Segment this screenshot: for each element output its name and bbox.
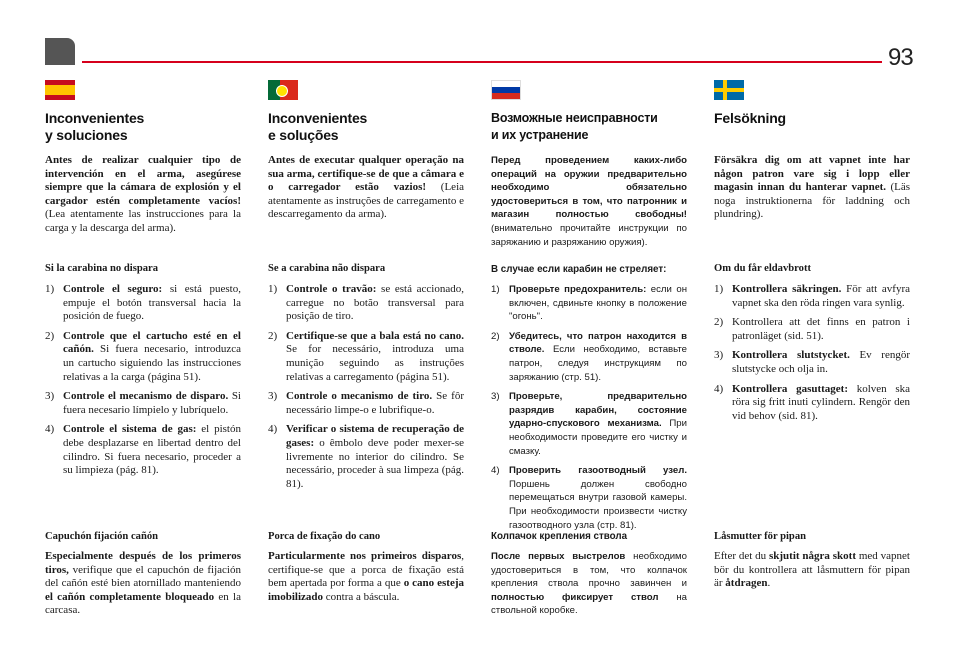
list-item xyxy=(268,390,464,417)
list-item xyxy=(714,349,910,376)
title-line: и их устранение xyxy=(491,128,589,142)
subheading-no-fire: В случае если карабин не стреляет: xyxy=(491,264,667,275)
item-number: 1) xyxy=(491,284,500,295)
intro-paragraph: Antes de realizar cualquier tipo de intervención en el arma, asegúrese siempre que la cámara de explosión y el cargador estén completamente vacíos! (Lea atentamente las instrucciones para la carga y la descarga del arma). xyxy=(45,154,241,234)
paragraph-run: необходимо удостовериться в том, что колпачок крепления ствола прочно завинчен и xyxy=(491,551,687,590)
page-number: 93 xyxy=(888,44,913,71)
item-number: 3) xyxy=(491,391,500,403)
list-item xyxy=(491,464,687,532)
spain-flag-icon xyxy=(45,80,75,100)
list-item xyxy=(268,423,464,491)
title-line: Inconvenientes xyxy=(45,110,145,126)
troubleshoot-list xyxy=(268,283,464,497)
subheading-no-fire: Si la carabina no dispara xyxy=(45,263,159,274)
item-bold-text: Проверьте, предварительно разрядив карабин, состояние ударно-спускового механизма. xyxy=(509,391,687,430)
column-portuguese xyxy=(268,80,464,222)
item-bold-text: Kontrollera säkringen. xyxy=(732,283,842,295)
item-text: При необходимости проведите его чистку и смазку. xyxy=(509,418,687,457)
list-item xyxy=(714,316,910,343)
subheading-barrel-cap: Колпачок крепления ствола xyxy=(491,531,628,542)
barrel-cap-paragraph xyxy=(45,550,241,618)
paragraph-run: verifique que el capuchón de fijación del cañón esté bien atornillado manteniendo xyxy=(45,563,241,590)
paragraph-run: Efter det du xyxy=(714,550,769,562)
item-bold-text: Проверить газоотводный узел. xyxy=(509,465,687,477)
list-item xyxy=(491,283,687,324)
item-text: Ev rengör slutstycke och olja in. xyxy=(732,349,910,375)
paragraph-run: skjutit några skott xyxy=(769,550,857,562)
item-text: Si fuera necesario límpielo y lubríquelo. xyxy=(63,390,241,416)
subheading-no-fire: Se a carabina não dispara xyxy=(268,263,386,274)
item-bold-text: Controle el sistema de gas: xyxy=(63,423,197,436)
item-number: 3) xyxy=(268,390,278,403)
section-title xyxy=(714,110,910,146)
item-text: Se for necessário, introduza uma munição seguindo as instruções relativas a carregamento (página 51). xyxy=(286,343,464,383)
troubleshoot-list xyxy=(714,283,910,429)
russia-flag-icon xyxy=(491,80,521,100)
paragraph-run: åtdragen xyxy=(725,577,768,590)
list-item xyxy=(45,330,241,384)
paragraph-run: Particularmente nos primeiros disparos xyxy=(268,550,462,562)
list-item xyxy=(268,330,464,384)
column-spanish xyxy=(45,80,241,236)
item-bold-text: Убедитесь, что патрон находится в стволе. xyxy=(509,330,687,356)
item-number: 3) xyxy=(714,349,724,362)
intro-paragraph: Перед проведением каких-либо операций на оружии предварительно необходимо обязательно удостовериться в том, что патронник и магазин полностью свободны! (внимательно прочитайте инструкции по заряжанию и разряжанию оружия). xyxy=(491,155,687,248)
list-item xyxy=(45,390,241,417)
item-number: 4) xyxy=(45,423,55,436)
subheading-barrel-cap: Låsmutter för pipan xyxy=(714,531,807,542)
header-block xyxy=(45,38,75,65)
item-text: Если необходимо, вставьте патрон, следуя инструкциям по заряжанию (стр. 51). xyxy=(509,344,687,383)
list-item xyxy=(491,390,687,458)
item-bold-text: Controle o travão: xyxy=(286,283,377,295)
list-item xyxy=(491,330,687,384)
paragraph-run: Especialmente después de los primeros tiros, xyxy=(45,550,241,576)
paragraph-run: , certifique-se que a porca de fixação está bem apertada por forma a que xyxy=(268,550,464,590)
item-bold-text: Kontrollera gasuttaget: xyxy=(732,382,849,395)
column-russian xyxy=(491,80,687,249)
header-rule xyxy=(82,61,882,63)
list-item xyxy=(714,283,910,310)
item-bold-text: Kontrollera slutstycket. xyxy=(732,349,850,362)
item-bold-text: Controle el seguro: xyxy=(63,283,163,295)
barrel-cap-paragraph xyxy=(491,550,687,618)
item-bold-text: Certifique-se que a bala está no cano. xyxy=(286,329,464,342)
item-text: För att avfyra vapnet ska den röda ringen vara synlig. xyxy=(732,283,910,309)
troubleshoot-list xyxy=(45,283,241,484)
item-bold-text: Проверьте предохранитель: xyxy=(509,284,647,295)
item-number: 4) xyxy=(714,382,724,395)
section-title xyxy=(268,110,464,146)
paragraph-run: o cano esteja imobilizado xyxy=(268,577,464,603)
paragraph-run: en la carcasa. xyxy=(45,590,241,617)
item-number: 4) xyxy=(491,465,500,477)
item-number: 4) xyxy=(268,423,278,436)
list-item xyxy=(45,283,241,324)
portugal-flag-icon xyxy=(268,80,298,100)
title-line: Felsökning xyxy=(714,110,786,126)
subheading-barrel-cap: Capuchón fijación cañón xyxy=(45,531,159,542)
paragraph-run: полностью фиксирует ствол xyxy=(491,591,659,603)
paragraph-run: el cañón completamente bloqueado xyxy=(45,590,215,603)
barrel-cap-paragraph xyxy=(268,550,464,604)
item-bold-text: Verificar o sistema de recuperação de gases: xyxy=(286,423,464,449)
item-text: Поршень должен свободно перемещаться внутри газовой камеры. При необходимости произвести чистку газоотводного узла (стр. 81). xyxy=(509,478,687,531)
intro-paragraph: Försäkra dig om att vapnet inte har någon patron vare sig i lopp eller magasin innan du hanterar vapnet. (Läs noga instruktionerna för laddning och plundring). xyxy=(714,154,911,221)
paragraph-run: contra a báscula. xyxy=(323,590,400,603)
paragraph-run: . xyxy=(767,577,771,590)
item-number: 2) xyxy=(268,329,278,342)
intro-paragraph: Antes de executar qualquer operação na sua arma, certifique-se de que a câmara e o carregador estão vazios! (Leia atentamente as instruções de carregamento e descarregamento da arma). xyxy=(268,154,465,221)
item-number: 2) xyxy=(714,316,724,329)
item-number: 1) xyxy=(268,283,278,295)
paragraph-run: После первых выстрелов xyxy=(491,551,626,562)
item-text: если он включен, сдвиньте кнопку в положение "огонь". xyxy=(509,284,688,323)
item-number: 2) xyxy=(45,329,55,342)
sweden-flag-icon xyxy=(714,80,744,100)
item-text: Kontrollera att det finns en patron i patronläget (sid. 51). xyxy=(732,316,910,342)
title-line: Inconvenientes xyxy=(268,110,368,126)
subheading-no-fire: Om du får eldavbrott xyxy=(714,263,812,274)
column-swedish xyxy=(714,80,910,222)
title-line: Возможные неисправности xyxy=(491,111,658,125)
barrel-cap-paragraph xyxy=(714,550,910,591)
subheading-barrel-cap: Porca de fixação do cano xyxy=(268,531,381,542)
item-number: 1) xyxy=(45,283,55,295)
item-bold-text: Controle que el cartucho esté en el cañón. xyxy=(63,329,241,356)
item-text: Se fôr necessário limpe-o e lubrifique-o. xyxy=(286,390,465,416)
title-line: e soluções xyxy=(268,127,339,143)
item-number: 1) xyxy=(714,283,724,295)
title-line: y soluciones xyxy=(45,127,128,143)
item-text: se está accionado, carregue no botão transversal para posição de tiro. xyxy=(286,283,464,323)
item-text: o êmbolo deve poder mexer-se livremente no interior do cilindro. Se necessário, proceder à sua limpeza (pág. 81). xyxy=(286,436,464,490)
item-text: si está puesto, empuje el botón transversal hacia la posición de fuego. xyxy=(63,283,241,323)
paragraph-run: на ствольной коробке. xyxy=(491,591,687,617)
item-number: 3) xyxy=(45,390,55,403)
item-bold-text: Controle el mecanismo de disparo. xyxy=(63,390,229,403)
section-title xyxy=(491,110,687,146)
item-text: el pistón debe desplazarse en libertad dentro del cilindro. Si fuera necesario, proceder a su limpieza (pág. 81). xyxy=(63,423,241,477)
item-bold-text: Controle o mecanismo de tiro. xyxy=(286,390,433,403)
list-item xyxy=(714,383,910,424)
item-text: Si fuera necesario, introduzca un cartucho siguiendo las instrucciones relativas a la carga (página 51). xyxy=(63,343,241,383)
paragraph-run: med vapnet bör du kontrollera att låsmuttern för pipan är xyxy=(714,550,910,590)
section-title xyxy=(45,110,241,146)
troubleshoot-list xyxy=(491,283,687,538)
list-item xyxy=(268,283,464,324)
item-number: 2) xyxy=(491,330,500,342)
list-item xyxy=(45,423,241,477)
item-text: kolven ska röra sig fritt inuti cylindern. Rengör den vid behov (sid. 81). xyxy=(732,382,910,422)
